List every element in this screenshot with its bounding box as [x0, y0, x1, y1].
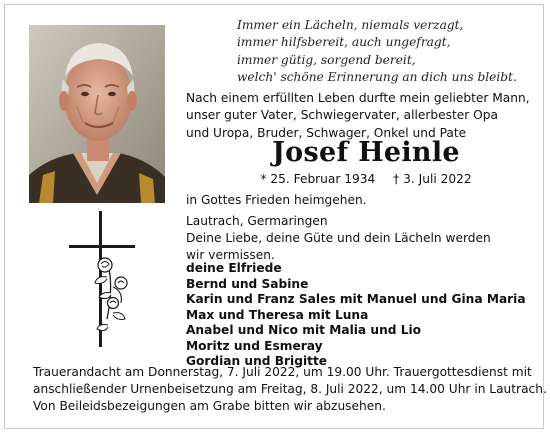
portrait-photo — [29, 25, 165, 203]
death-date: † 3. Juli 2022 — [393, 172, 472, 186]
life-dates — [186, 171, 546, 188]
service-details — [33, 364, 547, 416]
poem-line: Immer ein Lächeln, niemals verzagt, — [237, 18, 464, 32]
peace-text: in Gottes Frieden heimgehen. — [186, 193, 367, 207]
farewell-quote: Deine Liebe, deine Güte und dein Lächeln werden wir vermissen. — [186, 231, 491, 263]
mourner-line: Bernd und Sabine — [186, 276, 309, 291]
footer-line: Von Beileidsbezeigungen am Grabe bitten wir abzusehen. — [33, 399, 386, 414]
intro-text: Nach einem erfüllten Leben durfte mein geliebter Mann, unser guter Vater, Schwiegervater, allerbester Opa und Uropa, Bruder, Schwager, Onkel und Pate — [186, 91, 530, 140]
mourners-list — [186, 261, 546, 370]
mourner-line: Moritz und Esmeray — [186, 338, 323, 353]
footer-line: Trauerandacht am Donnerstag, 7. Juli 2022, um 19.00 Uhr. Trauergottesdienst mit — [33, 365, 532, 379]
mourner-line: Anabel und Nico mit Malia und Lio — [186, 323, 422, 337]
birth-date: * 25. Februar 1934 — [260, 172, 376, 186]
mourner-line: Gordian und Brigitte — [186, 354, 328, 368]
obituary-notice — [4, 4, 547, 429]
mourner-line: Max und Theresa mit Luna — [186, 307, 369, 322]
memorial-poem — [237, 17, 537, 87]
portrait-illustration — [29, 25, 165, 203]
poem-line: immer gütig, sorgend bereit, — [237, 52, 416, 67]
deceased-name: Josef Heinle — [272, 137, 460, 168]
footer-line: anschließender Urnenbeisetzung am Freitag, 8. Juli 2022, um 14.00 Uhr in Lautrach. — [33, 382, 547, 397]
poem-line: welch' schöne Erinnerung an dich uns bleibt. — [237, 70, 517, 85]
places-text: Lautrach, Germaringen — [186, 214, 328, 228]
mourner-line: deine Elfriede — [186, 261, 282, 275]
cross-with-rose-icon — [67, 209, 139, 349]
mourner-line: Karin und Franz Sales mit Manuel und Gina Maria — [186, 292, 526, 306]
poem-line: immer hilfsbereit, auch ungefragt, — [237, 35, 451, 50]
